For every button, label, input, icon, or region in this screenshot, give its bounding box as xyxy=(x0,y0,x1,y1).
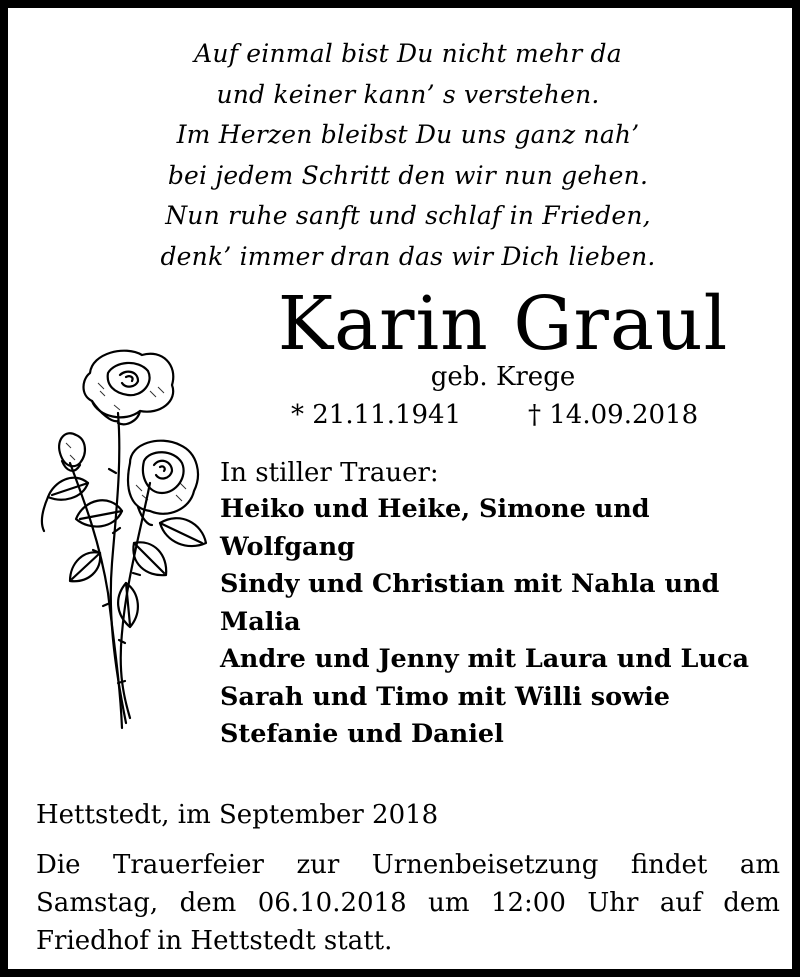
rose-icon xyxy=(30,343,212,733)
mourner-line: Sarah und Timo mit Willi sowie xyxy=(220,681,670,712)
notice-word: dem xyxy=(179,888,237,918)
notice-word: auf xyxy=(659,888,702,918)
mourners-list xyxy=(220,491,790,754)
notice-word: Samstag, xyxy=(36,888,159,918)
notice-line xyxy=(36,884,780,922)
place-date: Hettstedt, im September 2018 xyxy=(36,800,439,830)
notice-word: Trauerfeier xyxy=(113,850,264,880)
birth-date: * 21.11.1941 xyxy=(291,400,462,430)
poem-line: Im Herzen bleibst Du uns ganz nah’ xyxy=(176,120,640,149)
notice-line: Friedhof in Hettstedt statt. xyxy=(36,926,393,956)
notice-line xyxy=(36,846,780,884)
maiden-name: geb. Krege xyxy=(430,362,576,392)
poem xyxy=(38,34,778,277)
poem-line: bei jedem Schritt den wir nun gehen. xyxy=(167,160,649,190)
funeral-notice xyxy=(36,846,780,960)
death-date: † 14.09.2018 xyxy=(528,400,699,430)
notice-word: findet xyxy=(630,850,708,880)
mourner-line: Malia xyxy=(220,606,301,637)
notice-word: Urnenbeisetzung xyxy=(371,850,599,880)
notice-word: dem xyxy=(723,888,780,918)
notice-word: am xyxy=(739,850,780,880)
notice-word: 06.10.2018 xyxy=(257,888,407,918)
notice-word: zur xyxy=(296,850,340,880)
mourning-heading: In stiller Trauer: xyxy=(220,458,439,488)
mourner-line: Stefanie und Daniel xyxy=(220,719,504,749)
mourner-line: Heiko und Heike, Simone und xyxy=(220,494,650,524)
poem-line: und keiner kann’ s verstehen. xyxy=(216,79,600,109)
poem-line: Auf einmal bist Du nicht mehr da xyxy=(194,39,622,68)
deceased-name: Karin Graul xyxy=(277,281,729,367)
mourner-line: Wolfgang xyxy=(220,531,355,562)
mourner-line: Andre und Jenny mit Laura und Luca xyxy=(220,644,750,674)
mourner-line: Sindy und Christian mit Nahla und xyxy=(220,569,720,599)
poem-line: Nun ruhe sanft und schlaf in Frieden, xyxy=(165,201,651,230)
notice-word: Die xyxy=(36,850,81,880)
poem-line: denk’ immer dran das wir Dich lieben. xyxy=(160,241,656,271)
notice-word: 12:00 xyxy=(490,888,566,918)
notice-word: Uhr xyxy=(587,888,639,918)
notice-word: um xyxy=(428,888,470,918)
